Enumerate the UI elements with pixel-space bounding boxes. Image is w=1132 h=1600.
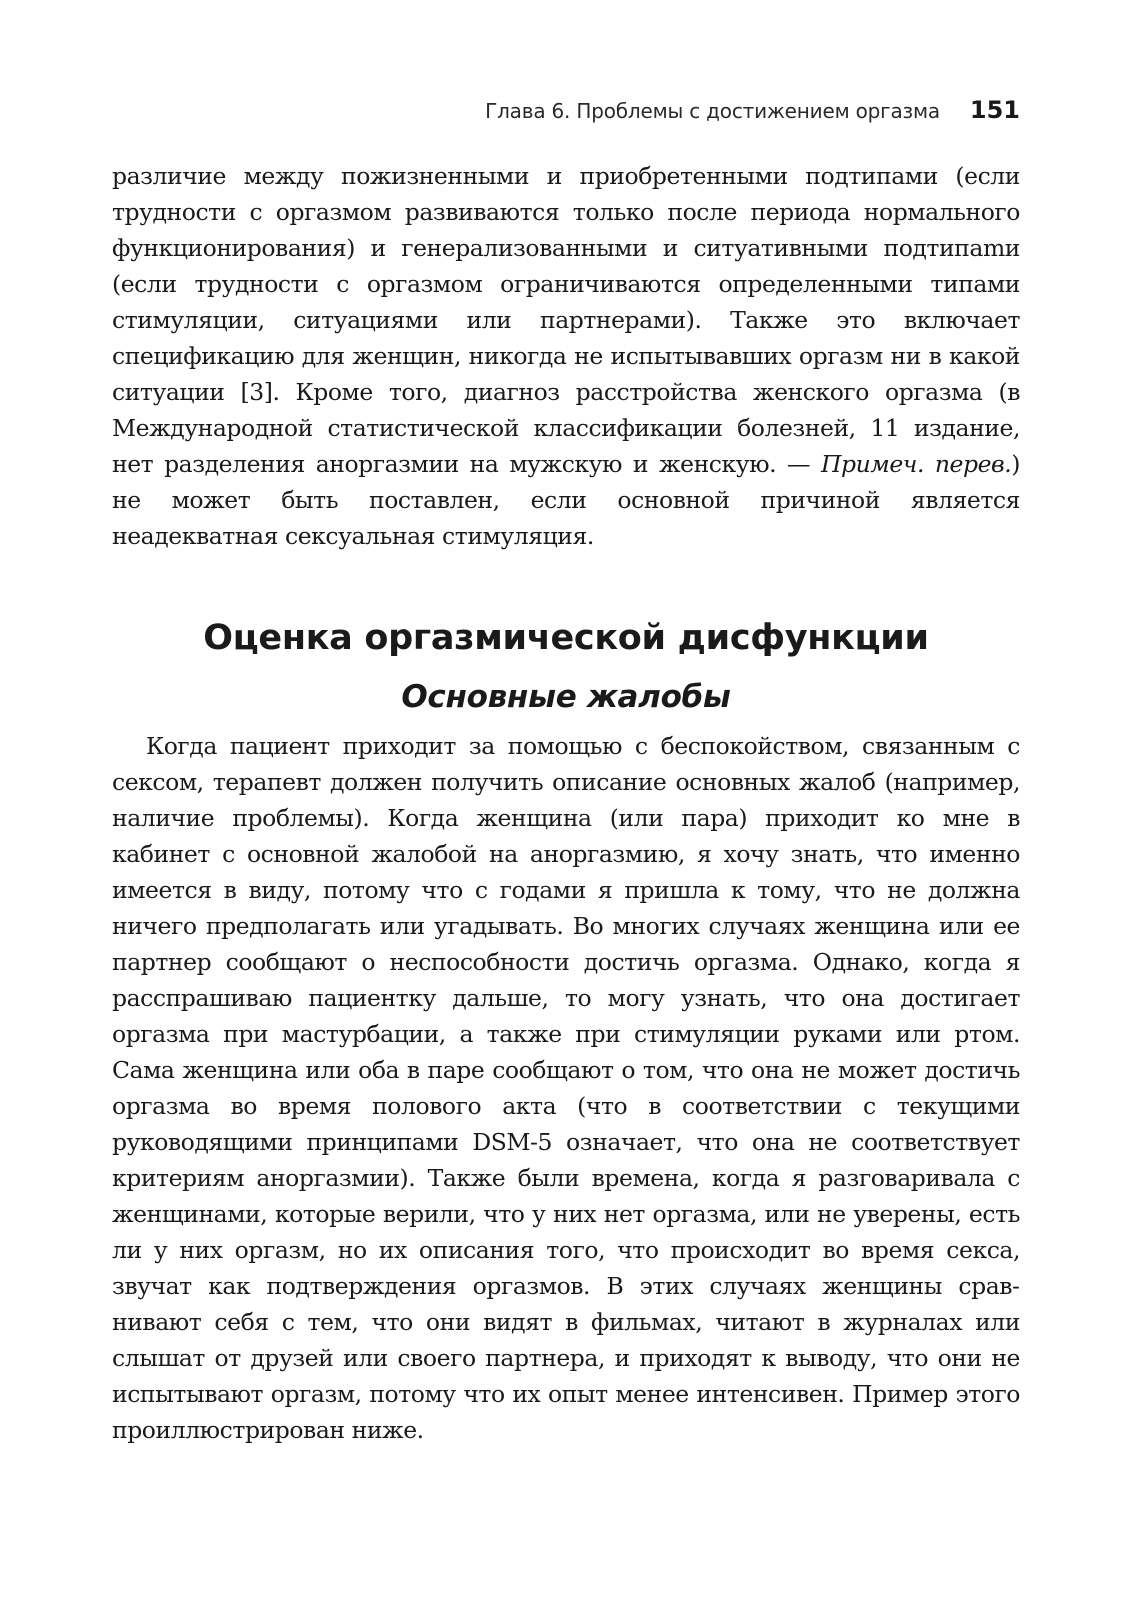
paragraph-main-complaints: Когда пациент приходит за помощью с беспокойством, связанным с сексом, терапевт должен получить описание основных жалоб (например, наличие проблемы). Когда женщина (или пара) приходит ко мне в кабинет с основной жалобой на аноргазмию, я хочу знать, что именно имеется в виду, потому что с годами я пришла к тому, что не должна ничего предполагать или угадывать. Во многих случаях женщина или ее партнер сообщают о неспособности достичь оргазма. Однако, когда я расспрашиваю пациентку дальше, то могу узнать, что она достигает оргазма при мастурбации, а также при стимуляции руками или ртом. Сама женщина или оба в паре сообщают о том, что она не может достичь оргазма во время полового акта (что в соответствии с текущими руководящими принципами DSM-5 означает, что она не соответствует критериям аноргазмии). Также были времена, когда я разговаривала с женщинами, которые верили, что у них нет оргазма, или не уверены, есть ли у них оргазм, но их описания того, что происходит во время секса, звучат как подтверждения оргазмов. В этих случаях женщины сравнивают себя с тем, что они видят в фильмах, читают в журналах или слышат от друзей или своего партнера, и приходят к выводу, что они не испытывают оргазм, потому что их опыт менее интенсивен. Пример этого проиллюстрирован ниже. <box>112 732 1020 1444</box>
section-heading: Оценка оргазмической дисфункции <box>203 618 929 658</box>
page-number: 151 <box>969 96 1020 124</box>
running-header <box>112 96 1020 136</box>
paragraph-text: ) не может быть поставлен, если основной причиной является неадекватная сексуальная стимуляция. <box>112 450 1020 550</box>
paragraph-text: различие между пожизненными и приобретенными подтипами (если трудности с оргазмом развиваются только после периода нормального функционирования) и генерализованными и ситуативными подтипаmи (если трудности с оргазмом ограничиваются определенными типами стимуляции, ситуациями или партнерами). Также это включает спецификацию для женщин, никогда не испытывавших оргазм ни в какой ситуации [3]. Кроме того, диагноз расстройства женского оргазма (в Международной статистической классификации болезней, 11 издание, нет разделения аноргазмии на мужскую и женскую. — <box>112 162 1020 478</box>
book-page <box>112 96 1020 1448</box>
translator-note: Примеч. перев. <box>820 450 1012 478</box>
paragraph-continued <box>112 158 1020 554</box>
chapter-title: Глава 6. Проблемы с достижением оргазма <box>485 99 940 123</box>
subsection-heading: Основные жалобы <box>401 679 731 715</box>
